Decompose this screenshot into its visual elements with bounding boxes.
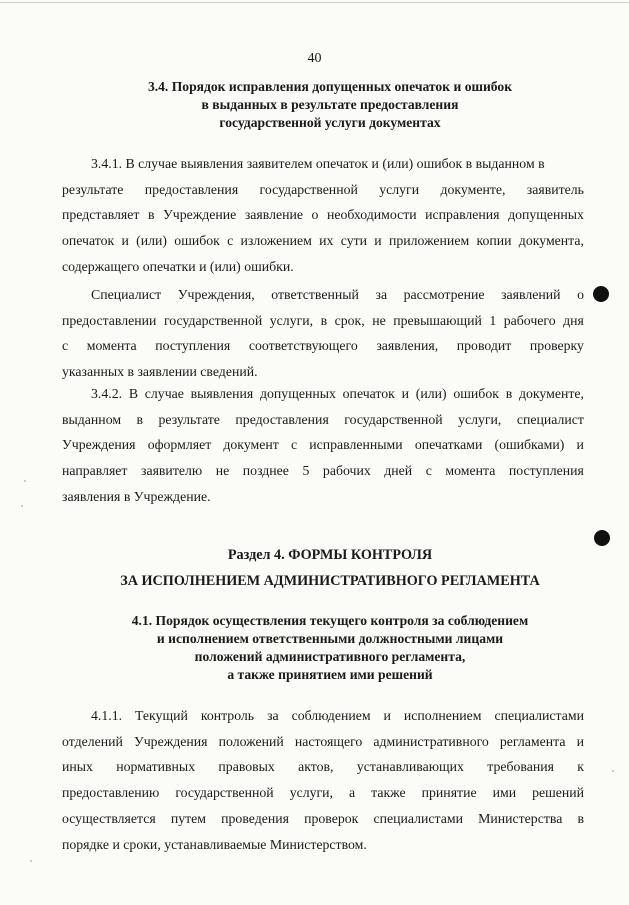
heading-line: ЗА ИСПОЛНЕНИЕМ АДМИНИСТРАТИВНОГО РЕГЛАМЕНТА [120, 573, 540, 589]
word: и [576, 437, 584, 453]
text-line [62, 228, 584, 254]
word: с [227, 233, 234, 249]
word: в [136, 411, 144, 427]
word: момента [445, 463, 496, 479]
scan-speck [612, 770, 614, 772]
word: требования [487, 759, 554, 775]
text-line [62, 729, 584, 755]
heading-line: 3.4. Порядок исправления допущенных опечаток и ошибок [147, 79, 513, 94]
word: и [401, 386, 410, 401]
text-line: указанных в заявлении сведений. [62, 364, 258, 380]
word: момента [86, 338, 137, 354]
word: с [425, 463, 432, 479]
word: путем [170, 810, 206, 826]
word: опечаток [62, 233, 115, 249]
word: ими [492, 785, 517, 801]
word: регламента [499, 733, 566, 749]
text-line [62, 202, 584, 228]
word: предоставления [235, 411, 329, 427]
word: оформляет [147, 437, 212, 453]
section-heading-3-4 [60, 78, 600, 132]
word: государственной [259, 181, 358, 197]
word: и [576, 733, 584, 749]
word: предоставлению [62, 785, 160, 801]
word: 5 [302, 463, 310, 479]
section-heading-4 [60, 542, 600, 594]
text-line: 3.4.1. В случае выявления заявителем опечаток и (или) ошибок в выданном в [91, 156, 545, 171]
word: проверок [304, 810, 359, 826]
word: выданном [62, 411, 122, 427]
word: направляет [62, 463, 128, 479]
word: ошибок [174, 233, 220, 249]
word: в [505, 386, 513, 401]
word: в [147, 207, 155, 223]
heading-line: в выданных в результате предоставления [201, 97, 459, 112]
word: заявителю [141, 463, 203, 479]
page-number: 40 [307, 51, 322, 66]
word: рассмотрение [403, 287, 485, 302]
scan-speck [24, 480, 26, 482]
word: за [375, 287, 388, 302]
word: услуги, [289, 785, 334, 801]
word: документ [223, 437, 279, 453]
word: случае [144, 386, 184, 401]
word: проверку [529, 338, 584, 354]
text-line [62, 282, 584, 308]
text-line [62, 333, 584, 359]
word: государственной [175, 785, 274, 801]
word: рабочих [322, 463, 371, 479]
word: предоставлении [62, 312, 157, 328]
word: принятие [421, 785, 477, 801]
text-line [62, 703, 584, 729]
word: специалист [516, 411, 584, 427]
word: проведения [221, 810, 289, 826]
heading-line: и исполнением ответственными должностными лицами [156, 631, 504, 646]
section-heading-4-1 [60, 612, 600, 684]
text-line [62, 308, 584, 334]
word: специалистами [373, 810, 463, 826]
word: контроль [200, 708, 255, 723]
word: изложением [240, 233, 312, 249]
text-line [62, 407, 584, 433]
word: настоящего [294, 733, 363, 749]
word: правовых [218, 759, 275, 775]
word: документа, [518, 233, 584, 249]
heading-line: Раздел 4. ФОРМЫ КОНТРОЛЯ [227, 547, 433, 563]
word: исполнением [403, 708, 482, 723]
word: (или) [415, 386, 447, 401]
word: а [349, 785, 356, 801]
word: (ошибками) [494, 437, 565, 453]
paragraph-specialist [62, 282, 584, 385]
punch-hole-mark [593, 286, 609, 302]
word: их [319, 233, 334, 249]
word: решений [532, 785, 584, 801]
word: услуги, [269, 312, 314, 328]
word: поступления [155, 338, 231, 354]
word: не [372, 312, 386, 328]
word: также [371, 785, 406, 801]
text-line [62, 381, 584, 407]
text-line [62, 177, 584, 203]
word: и [383, 708, 391, 723]
word: административного [373, 733, 489, 749]
word: необходимости [326, 207, 417, 223]
word: опечатками [414, 437, 483, 453]
word: государственной [163, 312, 263, 328]
word: 4.1.1. [91, 708, 123, 723]
word: иных [62, 759, 93, 775]
word: предоставления [144, 181, 239, 197]
word: Учреждения [62, 437, 136, 453]
scan-speck [21, 505, 23, 507]
word: 3.4.2. [91, 386, 123, 401]
text-line [62, 754, 584, 780]
word: позднее [242, 463, 289, 479]
word: исправленными [309, 437, 403, 453]
word: положений [218, 733, 284, 749]
word: не [215, 463, 230, 479]
word: представляет [62, 207, 140, 223]
word: опечаток [342, 386, 395, 401]
word: ответственный [271, 287, 359, 302]
word: проводит [456, 338, 512, 354]
text-line: порядке и сроки, устанавливаемые Министерством. [62, 836, 367, 852]
word: и [121, 233, 129, 249]
word: с [290, 437, 298, 453]
word: ошибок [453, 386, 499, 401]
word: о [577, 287, 584, 302]
word: услуги [379, 181, 420, 197]
word: услуги, [458, 411, 502, 427]
text-line [62, 780, 584, 806]
word: к [577, 759, 584, 775]
word: документе, [440, 181, 506, 197]
paragraph-3-4-2 [62, 381, 584, 510]
word: сути [340, 233, 368, 249]
heading-line: 4.1. Порядок осуществления текущего контроля за соблюдением [131, 613, 529, 628]
text-line [62, 458, 584, 484]
word: Министерства [478, 810, 563, 826]
word: 1 [489, 312, 497, 328]
word: (или) [136, 233, 168, 249]
word: актов, [298, 759, 334, 775]
word: приложением [388, 233, 470, 249]
word: превышающий [393, 312, 482, 328]
word: дня [563, 312, 584, 328]
text-line: заявления в Учреждение. [62, 488, 211, 504]
punch-hole-mark [594, 530, 610, 546]
word: специалистами [494, 708, 584, 723]
word: дней [384, 463, 413, 479]
word: исправления [425, 207, 500, 223]
word: заявитель [526, 181, 584, 197]
word: заявлений [501, 287, 561, 302]
text-line: содержащего опечатки и (или) ошибки. [62, 258, 294, 274]
word: и [374, 233, 382, 249]
word: поступления [508, 463, 584, 479]
word: результате [158, 411, 220, 427]
word: в [577, 810, 584, 826]
word: устанавливающих [356, 759, 464, 775]
word: рабочего [503, 312, 556, 328]
word: выявления [190, 386, 254, 401]
word: Учреждение [162, 207, 237, 223]
word: допущенных [508, 207, 584, 223]
word: о [311, 207, 319, 223]
paragraph-3-4-1 [62, 151, 584, 280]
heading-line: положений административного регламента, [194, 649, 466, 664]
paragraph-4-1-1 [62, 703, 584, 857]
scan-edge-line [0, 2, 629, 3]
word: В [128, 386, 139, 401]
word: соответствующего [248, 338, 358, 354]
word: за [267, 708, 279, 723]
word: копии [476, 233, 512, 249]
word: результате [62, 181, 124, 197]
word: Учреждения [133, 733, 208, 749]
word: соблюдением [291, 708, 371, 723]
heading-line: государственной услуги документах [219, 115, 441, 130]
heading-line: а также принятием ими решений [227, 667, 433, 682]
text-line [62, 432, 584, 458]
word: Специалист [91, 287, 162, 302]
word: заявления, [376, 338, 439, 354]
word: допущенных [260, 386, 336, 401]
word: отделений [62, 733, 123, 749]
word: нормативных [116, 759, 196, 775]
word: с [62, 338, 69, 354]
word: Учреждения, [177, 287, 255, 302]
word: срок, [334, 312, 365, 328]
word: заявление [244, 207, 303, 223]
text-line [62, 806, 584, 832]
word: документе, [518, 386, 584, 401]
word: в [320, 312, 328, 328]
scan-speck [30, 860, 32, 862]
word: государственной [344, 411, 443, 427]
word: Текущий [135, 708, 188, 723]
word: осуществляется [62, 810, 156, 826]
